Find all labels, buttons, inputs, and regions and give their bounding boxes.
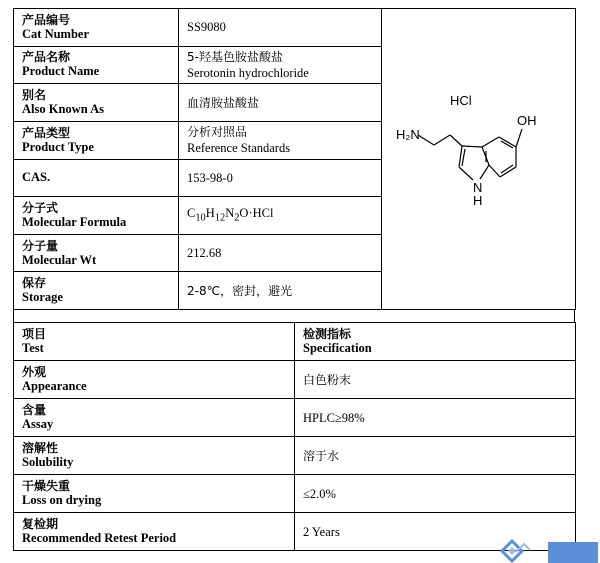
structure-cell bbox=[382, 9, 576, 310]
label-en: Also Known As bbox=[22, 102, 104, 117]
formula-h-count: 12 bbox=[214, 212, 226, 224]
bond-lines bbox=[418, 129, 522, 180]
label-en: Storage bbox=[22, 290, 63, 305]
test-cn: 含量 bbox=[22, 403, 47, 417]
test-en: Assay bbox=[22, 417, 54, 431]
test-en: Solubility bbox=[22, 455, 74, 469]
spec-value: 2 Years bbox=[303, 524, 340, 539]
value-cell bbox=[179, 121, 382, 159]
value-cell bbox=[179, 9, 382, 47]
test-header-cn: 项目 bbox=[22, 327, 47, 341]
test-cell bbox=[14, 513, 295, 551]
spec-row-assay bbox=[14, 399, 576, 437]
label-cell bbox=[14, 197, 179, 235]
cas-value: 153-98-0 bbox=[187, 170, 233, 185]
test-cell bbox=[14, 399, 295, 437]
test-en: Loss on drying bbox=[22, 493, 102, 507]
alias-value: 血清胺盐酸盐 bbox=[187, 95, 260, 110]
label-cn: 分子式 bbox=[22, 200, 59, 215]
formula-n: N bbox=[225, 205, 235, 220]
spec-cell bbox=[295, 437, 576, 475]
value-cell bbox=[179, 234, 382, 272]
label-cell bbox=[14, 234, 179, 272]
label-cell bbox=[14, 159, 179, 197]
value-cell bbox=[179, 84, 382, 122]
label-en: Cat Number bbox=[22, 26, 90, 41]
test-cn: 干燥失重 bbox=[22, 479, 71, 493]
label-cn: 分子量 bbox=[22, 238, 59, 253]
spec-row-retest-period bbox=[14, 513, 576, 551]
test-cell bbox=[14, 437, 295, 475]
spec-value: 白色粉末 bbox=[303, 372, 352, 387]
test-cn: 复检期 bbox=[22, 517, 59, 531]
test-cn: 溶解性 bbox=[22, 441, 59, 455]
spec-row-appearance bbox=[14, 361, 576, 399]
molecular-formula-value bbox=[187, 205, 375, 227]
value-cell bbox=[179, 46, 382, 84]
cat-number-value: SS9080 bbox=[187, 20, 226, 35]
serotonin-structure-diagram bbox=[382, 9, 576, 304]
label-cn: 产品编号 bbox=[22, 12, 71, 27]
spec-header-cell bbox=[295, 323, 576, 361]
label-cell bbox=[14, 9, 179, 47]
spec-cell bbox=[295, 475, 576, 513]
formula-n-count: 2 bbox=[234, 212, 240, 224]
formula-c: C bbox=[187, 205, 196, 220]
spec-cell bbox=[295, 399, 576, 437]
row-cat-number bbox=[14, 9, 576, 47]
formula-rest: O·HCl bbox=[239, 205, 274, 220]
test-en: Appearance bbox=[22, 379, 87, 393]
label-en: CAS. bbox=[22, 170, 51, 185]
test-header-cell bbox=[14, 323, 295, 361]
salt-label: HCl bbox=[450, 93, 472, 108]
test-header-en: Test bbox=[22, 341, 44, 355]
value-cell bbox=[179, 272, 382, 310]
label-cn: 产品类型 bbox=[22, 125, 71, 140]
product-type-en: Reference Standards bbox=[187, 141, 291, 156]
label-en: Molecular Formula bbox=[22, 214, 127, 229]
label-cell bbox=[14, 46, 179, 84]
label-cn: 产品名称 bbox=[22, 50, 71, 65]
storage-value: 2-8℃，密封，避光 bbox=[187, 283, 293, 298]
ring-h-label: H bbox=[473, 193, 483, 208]
certificate-sheet bbox=[13, 8, 575, 551]
label-cell bbox=[14, 272, 179, 310]
test-cn: 外观 bbox=[22, 365, 47, 379]
product-info-table bbox=[13, 8, 576, 310]
test-en: Recommended Retest Period bbox=[22, 531, 177, 545]
molecular-wt-value: 212.68 bbox=[187, 246, 222, 261]
spec-header-en: Specification bbox=[303, 341, 372, 355]
formula-c-count: 10 bbox=[195, 212, 206, 224]
product-type-cn: 分析对照品 bbox=[187, 125, 248, 140]
label-en: Molecular Wt bbox=[22, 252, 97, 267]
value-cell bbox=[179, 197, 382, 235]
label-cell bbox=[14, 84, 179, 122]
label-en: Product Name bbox=[22, 64, 100, 79]
product-name-cn: 5-羟基色胺盐酸盐 bbox=[187, 49, 283, 64]
spec-row-loss-on-drying bbox=[14, 475, 576, 513]
label-cn: 别名 bbox=[22, 88, 47, 103]
spacer-cell bbox=[14, 310, 575, 323]
amine-label: H₂N bbox=[396, 127, 420, 142]
formula-h: H bbox=[205, 205, 215, 220]
ring-n-label: N bbox=[473, 180, 483, 195]
spec-value: HPLC≥98% bbox=[303, 410, 365, 425]
test-cell bbox=[14, 361, 295, 399]
watermark-logo-icon bbox=[498, 538, 600, 563]
label-en: Product Type bbox=[22, 139, 94, 154]
label-cell bbox=[14, 121, 179, 159]
spec-value: ≤2.0% bbox=[303, 486, 336, 501]
specification-table bbox=[13, 322, 576, 551]
spec-header-cn: 检测指标 bbox=[303, 327, 352, 341]
hydroxyl-label: OH bbox=[517, 113, 537, 128]
spec-cell bbox=[295, 361, 576, 399]
test-cell bbox=[14, 475, 295, 513]
spacer-row bbox=[14, 310, 575, 323]
value-cell bbox=[179, 159, 382, 197]
spec-row-solubility bbox=[14, 437, 576, 475]
spec-header-row bbox=[14, 323, 576, 361]
label-cn: 保存 bbox=[22, 276, 47, 291]
product-name-en: Serotonin hydrochloride bbox=[187, 65, 309, 80]
spec-value: 溶于水 bbox=[303, 448, 340, 463]
